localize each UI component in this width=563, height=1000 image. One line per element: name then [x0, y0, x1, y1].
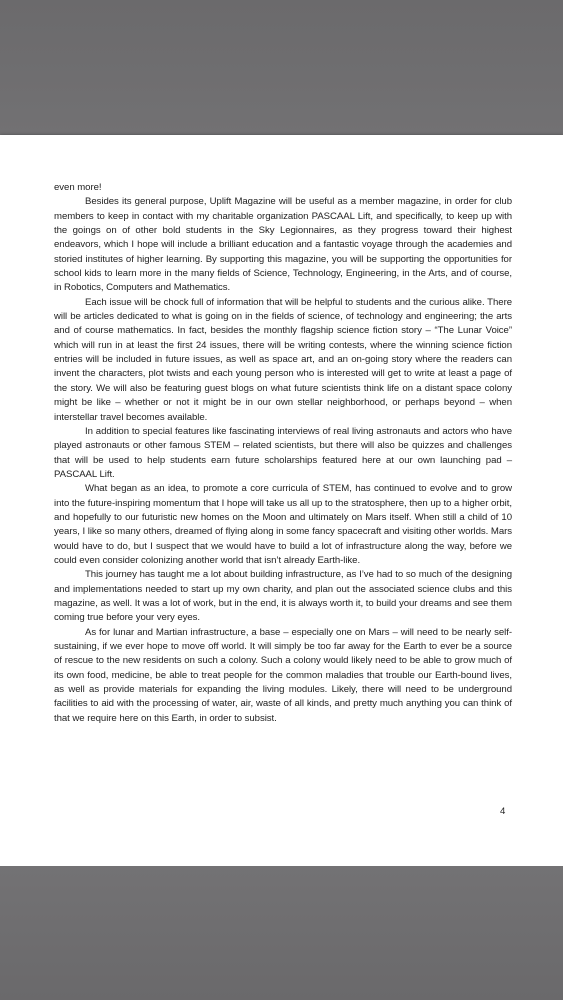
bottom-background-band — [0, 866, 563, 1000]
paragraph: As for lunar and Martian infrastructure, a base – especially one on Mars – will need to be nearly self-sustaining, if we ever hope to move off world. It will simply be too far away for the Earth to ever be a source of rescue to the new residents on such a colony. Such a colony would likely need to be able to grow much of its own food, medicine, be able to treat people for the common maladies that trouble our Earth-bound lives, as well as provide materials for expanding the living modules. Likely, there will need to be underground facilities to aid with the processing of water, air, waste of all kinds, and pretty much anything you can think of that we require here on this Earth, in order to subsist. — [54, 626, 512, 724]
paragraph: What began as an idea, to promote a core curricula of STEM, has continued to evolve and to grow into the future-inspiring momentum that I hope will take us all up to the stratosphere, then up to a higher orbit, and hopefully to our futuristic new homes on the Moon and ultimately on Mars itself. When still a child of 10 years, I like so many others, dreamed of flying along in some fancy spacecraft and visiting other worlds. Mars would have to do, but I suspect that we would have to build a lot of infrastructure along the way, before we could even consider colonizing another world that isn’t already Earth-like. — [54, 483, 512, 566]
document-page[interactable] — [0, 135, 563, 866]
paragraph-continuation: even more! — [54, 182, 102, 193]
page-number: 4 — [500, 806, 506, 817]
paragraph: In addition to special features like fascinating interviews of real living astronauts and actors who have played astronauts or other famous STEM – related scientists, but there will also be quizzes and challenges that will be used to help students earn future scholarships featured here at our own launching pad – PASCAAL Lift. — [54, 425, 512, 480]
body-text — [54, 181, 512, 726]
paragraph: Each issue will be chock full of information that will be helpful to students and the curious alike. There will be articles dedicated to what is going on in the fields of science, of technology and engineering; the arts and of course mathematics. In fact, besides the monthly flagship science fiction story – “The Lunar Voice” which will run in at least the first 24 issues, there will be writing contests, where the winning science fiction entries will be included in future issues, as well as space art, and an on-going story where the readers can invent the characters, plot twists and each young person who is interested will get to write at least a page of the story. We will also be featuring guest blogs on what future scientists think life on a distant space colony might be like – whether or not it might be in our own stellar neighborhood, or perhaps beyond – when interstellar travel becomes available. — [54, 296, 512, 423]
paragraph: This journey has taught me a lot about building infrastructure, as I’ve had to so much of the designing and implementations needed to start up my own charity, and plan out the associated science clubs and this magazine, as well. It was a lot of work, but in the end, it is always worth it, to build your dreams and see them coming true before your very eyes. — [54, 569, 512, 624]
paragraph: Besides its general purpose, Uplift Magazine will be useful as a member magazine, in order for club members to keep in contact with my charitable organization PASCAAL Lift, and specifically, to keep up with the goings on of other bold students in the Sky Legionnaires, as they progress toward their highest endeavors, which I hope will include a brilliant education and a fantastic voyage through the academies and storied institutes of higher learning. By supporting this magazine, you will be supporting the opportunities for school kids to learn more in the many fields of Science, Technology, Engineering, in the Arts, and of course, in Robotics, Computers and Mathematics. — [54, 196, 512, 294]
top-background-band — [0, 0, 563, 135]
